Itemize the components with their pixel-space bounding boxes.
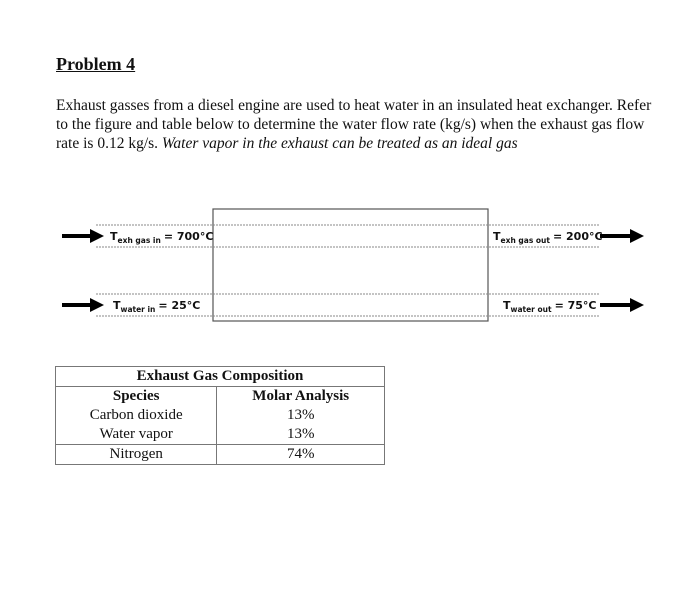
problem-title: Problem 4 <box>56 54 136 74</box>
table-caption: Exhaust Gas Composition <box>56 367 385 387</box>
header-molar-analysis: Molar Analysis <box>217 387 385 407</box>
table-row <box>56 425 385 445</box>
header-species: Species <box>56 387 217 407</box>
heat-exchanger-diagram <box>0 200 700 340</box>
species-cell: Carbon dioxide <box>56 406 217 425</box>
problem-text: Exhaust gasses from a diesel engine are used to heat water in an insulated heat exchanger. Refer to the figure and table below to determine the water flow rate (kg/s) when the exhaust gas flow rate is 0.12 kg/s. <box>56 97 652 152</box>
problem-note: Water vapor in the exhaust can be treated as an ideal gas <box>161 135 518 152</box>
water-inlet-temp-label: $T_{water in} = 25^\circ C$ <box>113 299 201 314</box>
heat-exchanger-box <box>213 209 488 321</box>
species-cell: Nitrogen <box>56 445 217 465</box>
species-cell: Water vapor <box>56 425 217 445</box>
composition-table <box>55 366 385 465</box>
molar-cell: 13% <box>217 406 385 425</box>
molar-cell: 74% <box>217 445 385 465</box>
table-row <box>56 406 385 425</box>
table-row <box>56 445 385 465</box>
exhaust-inlet-temp-label: $T_{exh gas in} = 700^\circ C$ <box>110 230 214 245</box>
molar-cell: 13% <box>217 425 385 445</box>
water-outlet-arrow <box>600 298 644 312</box>
water-outlet-temp-label: $T_{water out} = 75^\circ C$ <box>503 299 597 314</box>
exhaust-outlet-temp-label: $T_{exh gas out} = 200^\circ C$ <box>493 230 603 245</box>
exhaust-inlet-arrow <box>62 229 104 243</box>
problem-statement <box>56 96 666 153</box>
water-inlet-arrow <box>62 298 104 312</box>
exhaust-outlet-arrow <box>600 229 644 243</box>
